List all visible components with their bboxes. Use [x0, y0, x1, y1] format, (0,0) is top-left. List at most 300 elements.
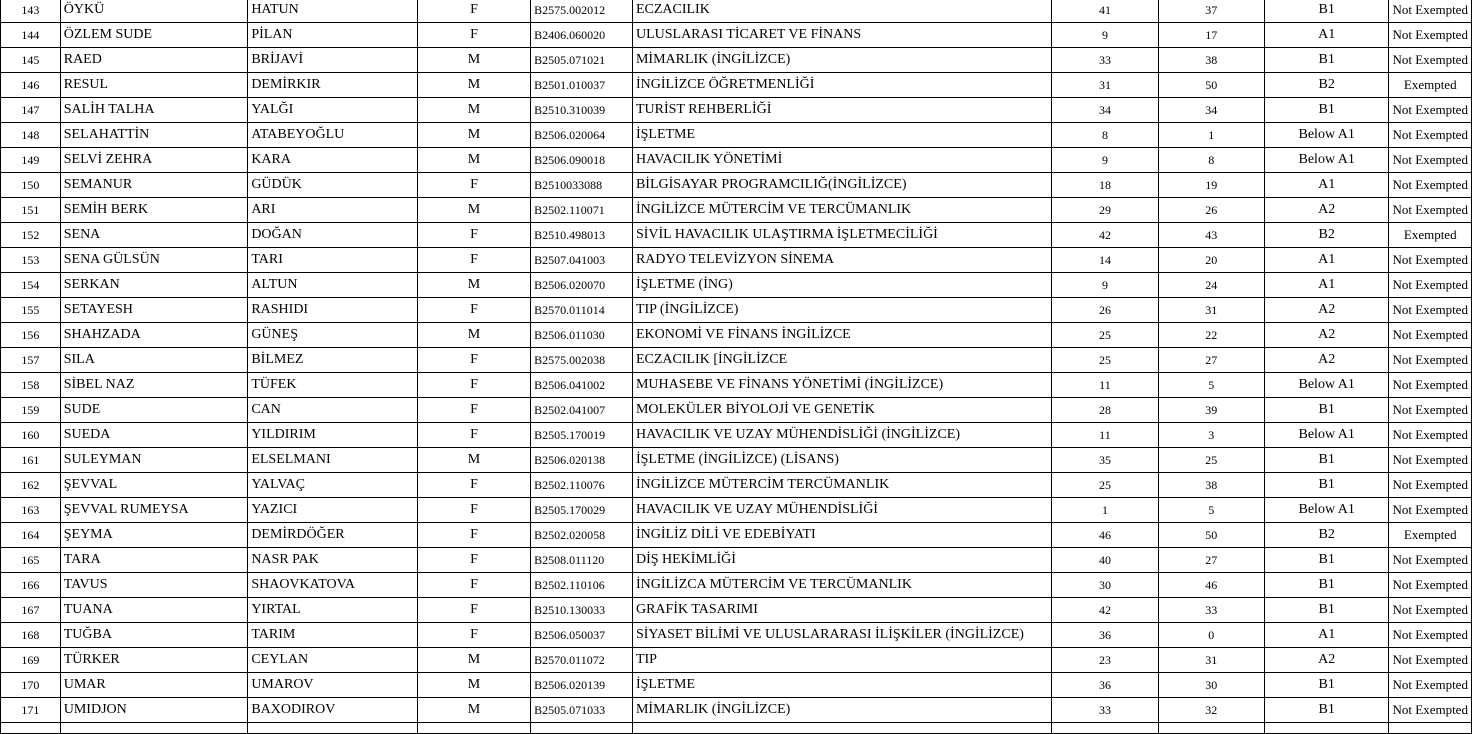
cell-row-number: 148	[1, 123, 61, 148]
cell-row-number: 154	[1, 273, 61, 298]
table-row	[1, 148, 1472, 173]
cell-last-name: CAN	[248, 398, 418, 423]
cell-level: A1	[1264, 23, 1389, 48]
cell-student-id: B2506.020139	[531, 673, 633, 698]
cell-last-name: PİLAN	[248, 23, 418, 48]
table-row	[1, 623, 1472, 648]
cell-student-id: B2502.110076	[531, 473, 633, 498]
cell-level: A2	[1264, 648, 1389, 673]
cell-last-name: BAXODIROV	[248, 698, 418, 723]
cell-score-1: 9	[1052, 273, 1158, 298]
cell-row-number: 156	[1, 323, 61, 348]
cell-exemption-status: Not Exempted	[1389, 148, 1472, 173]
cell-gender: F	[417, 523, 530, 548]
cell-gender: F	[417, 623, 530, 648]
cell-score-2: 31	[1158, 298, 1264, 323]
cell-gender: F	[417, 423, 530, 448]
cell-student-id: B2506.050037	[531, 623, 633, 648]
cell-last-name: NASR PAK	[248, 548, 418, 573]
cell-level: B2	[1264, 73, 1389, 98]
cell-score-2: 27	[1158, 548, 1264, 573]
cell-gender: M	[417, 48, 530, 73]
cell-level: A2	[1264, 198, 1389, 223]
cell-row-number: 149	[1, 148, 61, 173]
cell-score-2: 20	[1158, 248, 1264, 273]
cell-program: MİMARLIK (İNGİLİZCE)	[632, 48, 1051, 73]
cell-student-id: B2505.071033	[531, 698, 633, 723]
cell-score-1: 42	[1052, 223, 1158, 248]
cell-level: B1	[1264, 598, 1389, 623]
cell-score-2: 25	[1158, 448, 1264, 473]
cell-gender: F	[417, 373, 530, 398]
cell-score-2: 8	[1158, 148, 1264, 173]
table-row	[1, 373, 1472, 398]
cell-student-id: B2506.020138	[531, 448, 633, 473]
cell-first-name: RAED	[60, 48, 248, 73]
cell-first-name: TAVUS	[60, 573, 248, 598]
cell-score-2: 30	[1158, 673, 1264, 698]
cell-exemption-status: Exempted	[1389, 223, 1472, 248]
cell-exemption-status: Not Exempted	[1389, 398, 1472, 423]
cell-score-1: 25	[1052, 348, 1158, 373]
cell-row-number: 169	[1, 648, 61, 673]
cell-student-id: B2507.041003	[531, 248, 633, 273]
cell-score-2: 5	[1158, 498, 1264, 523]
cell-student-id: B2506.011030	[531, 323, 633, 348]
cell-gender: M	[417, 148, 530, 173]
cell-score-1: 36	[1052, 623, 1158, 648]
cell-program: TIP (İNGİLİZCE)	[632, 298, 1051, 323]
cell-gender: M	[417, 323, 530, 348]
cell-score-2: 3	[1158, 423, 1264, 448]
cell-score-1: 14	[1052, 248, 1158, 273]
cell-program: SİYASET BİLİMİ VE ULUSLARARASI İLİŞKİLER (İNGİLİZCE)	[632, 623, 1051, 648]
cell-score-2: 22	[1158, 323, 1264, 348]
cell-first-name: SETAYESH	[60, 298, 248, 323]
cell-student-id: B2502.110106	[531, 573, 633, 598]
cell-row-number: 150	[1, 173, 61, 198]
cell-program: DİŞ HEKİMLİĞİ	[632, 548, 1051, 573]
cell-last-name: GÜDÜK	[248, 173, 418, 198]
cell-level: B1	[1264, 448, 1389, 473]
cell-exemption-status: Not Exempted	[1389, 548, 1472, 573]
cell-program: SİVİL HAVACILIK ULAŞTIRMA İŞLETMECİLİĞİ	[632, 223, 1051, 248]
cell-row-number: 151	[1, 198, 61, 223]
cell-last-name: ARI	[248, 198, 418, 223]
cell-exemption-status: Not Exempted	[1389, 623, 1472, 648]
cell-gender: F	[417, 348, 530, 373]
cell-last-name: ATABEYOĞLU	[248, 123, 418, 148]
cell-student-id: B2575.002038	[531, 348, 633, 373]
cell-exemption-status: Not Exempted	[1389, 448, 1472, 473]
cell-level: A1	[1264, 173, 1389, 198]
table-row	[1, 73, 1472, 98]
cell-level: A1	[1264, 273, 1389, 298]
cell-row-number: 155	[1, 298, 61, 323]
cell-score-2: 33	[1158, 598, 1264, 623]
cell-level: A2	[1264, 298, 1389, 323]
cell-last-name: YALĞI	[248, 98, 418, 123]
cell-first-name: SEMANUR	[60, 173, 248, 198]
cell-program: TURİST REHBERLİĞİ	[632, 98, 1051, 123]
cell-student-id: B2406.060020	[531, 23, 633, 48]
cell-exemption-status: Not Exempted	[1389, 423, 1472, 448]
cell-score-1: 30	[1052, 573, 1158, 598]
cell-last-name: RASHIDI	[248, 298, 418, 323]
table-row	[1, 548, 1472, 573]
cell-exemption-status: Not Exempted	[1389, 573, 1472, 598]
cell-student-id: B2510.498013	[531, 223, 633, 248]
cell-level: B1	[1264, 0, 1389, 23]
table-row	[1, 298, 1472, 323]
cell-row-number: 164	[1, 523, 61, 548]
cell-first-name: SELVİ ZEHRA	[60, 148, 248, 173]
cell-program: HAVACILIK VE UZAY MÜHENDİSLİĞİ (İNGİLİZCE)	[632, 423, 1051, 448]
cell-level: B1	[1264, 573, 1389, 598]
cell-score-2: 34	[1158, 98, 1264, 123]
cell-student-id: B2506.090018	[531, 148, 633, 173]
cell-gender: M	[417, 648, 530, 673]
cell-last-name: TÜFEK	[248, 373, 418, 398]
cell-gender: F	[417, 548, 530, 573]
cell-exemption-status: Not Exempted	[1389, 248, 1472, 273]
cell-score-2: 24	[1158, 273, 1264, 298]
cell-student-id: B2510.310039	[531, 98, 633, 123]
cell-gender: F	[417, 498, 530, 523]
cell-gender: F	[417, 598, 530, 623]
cell-row-number: 158	[1, 373, 61, 398]
cell-score-2: 38	[1158, 48, 1264, 73]
cell-exemption-status: Not Exempted	[1389, 273, 1472, 298]
table-row	[1, 173, 1472, 198]
cell-score-2: 38	[1158, 473, 1264, 498]
table-row	[1, 648, 1472, 673]
cell-student-id: B2510.130033	[531, 598, 633, 623]
cell-first-name: SİBEL NAZ	[60, 373, 248, 398]
cell-score-1: 46	[1052, 523, 1158, 548]
cell-student-id: B2575.002012	[531, 0, 633, 23]
cell-score-2: 39	[1158, 398, 1264, 423]
cell-first-name: SEMİH BERK	[60, 198, 248, 223]
cell-student-id: B2502.041007	[531, 398, 633, 423]
cell-program: HAVACILIK VE UZAY MÜHENDİSLİĞİ	[632, 498, 1051, 523]
cell-last-name: YILDIRIM	[248, 423, 418, 448]
cell-gender: F	[417, 223, 530, 248]
cell-exemption-status: Not Exempted	[1389, 123, 1472, 148]
cell-exemption-status: Not Exempted	[1389, 323, 1472, 348]
cell-first-name: SULEYMAN	[60, 448, 248, 473]
cell-score-2: 43	[1158, 223, 1264, 248]
cell-row-number: 159	[1, 398, 61, 423]
cell-program: MOLEKÜLER BİYOLOJİ VE GENETİK	[632, 398, 1051, 423]
cell-score-2: 37	[1158, 0, 1264, 23]
cell-row-number: 147	[1, 98, 61, 123]
table-row	[1, 398, 1472, 423]
cell-first-name: SENA	[60, 223, 248, 248]
cell-score-2: 26	[1158, 198, 1264, 223]
cell-level: Below A1	[1264, 123, 1389, 148]
cell-level: B1	[1264, 98, 1389, 123]
cell-program: İŞLETME	[632, 123, 1051, 148]
cell-level: B1	[1264, 673, 1389, 698]
cell-row-number: 165	[1, 548, 61, 573]
cell-level: B2	[1264, 223, 1389, 248]
cell-gender: M	[417, 273, 530, 298]
cell-program: BİLGİSAYAR PROGRAMCILIĞ(İNGİLİZCE)	[632, 173, 1051, 198]
cell-score-2: 31	[1158, 648, 1264, 673]
cell-row-number: 163	[1, 498, 61, 523]
cell-program: İNGİLİZCA MÜTERCİM VE TERCÜMANLIK	[632, 573, 1051, 598]
cell-last-name: YIRTAL	[248, 598, 418, 623]
cell-score-1: 8	[1052, 123, 1158, 148]
cell-score-1: 40	[1052, 548, 1158, 573]
cell-gender: F	[417, 0, 530, 23]
cell-student-id: B2506.020070	[531, 273, 633, 298]
cell-last-name: CEYLAN	[248, 648, 418, 673]
cell-score-1: 41	[1052, 0, 1158, 23]
cell-row-number: 167	[1, 598, 61, 623]
cell-score-1: 11	[1052, 423, 1158, 448]
table-row	[1, 698, 1472, 723]
cell-level: B1	[1264, 473, 1389, 498]
cell-first-name: ÖYKÜ	[60, 0, 248, 23]
cell-last-name: DEMİRKIR	[248, 73, 418, 98]
cell-level: B1	[1264, 398, 1389, 423]
table-row	[1, 23, 1472, 48]
cell-student-id: B2505.170029	[531, 498, 633, 523]
cell-score-1: 9	[1052, 23, 1158, 48]
cell-last-name: KARA	[248, 148, 418, 173]
cell-last-name: BRİJAVİ	[248, 48, 418, 73]
cell-level: A2	[1264, 323, 1389, 348]
cell-score-1: 23	[1052, 648, 1158, 673]
cell-program: İŞLETME (İNG)	[632, 273, 1051, 298]
cell-gender: M	[417, 698, 530, 723]
cell-row-number: 152	[1, 223, 61, 248]
cell-program: EKONOMİ VE FİNANS İNGİLİZCE	[632, 323, 1051, 348]
cell-first-name: TÜRKER	[60, 648, 248, 673]
cell-program: RADYO TELEVİZYON SİNEMA	[632, 248, 1051, 273]
cell-last-name: ELSELMANI	[248, 448, 418, 473]
cell-last-name: ALTUN	[248, 273, 418, 298]
cell-score-2: 5	[1158, 373, 1264, 398]
cell-score-1: 26	[1052, 298, 1158, 323]
cell-student-id: B2508.011120	[531, 548, 633, 573]
table-row	[1, 498, 1472, 523]
cell-student-id: B2506.041002	[531, 373, 633, 398]
cell-gender: M	[417, 673, 530, 698]
cell-row-number: 168	[1, 623, 61, 648]
cell-row-number: 160	[1, 423, 61, 448]
table-row	[1, 123, 1472, 148]
cell-last-name: HATUN	[248, 0, 418, 23]
cell-level: B1	[1264, 48, 1389, 73]
cell-exemption-status: Not Exempted	[1389, 648, 1472, 673]
cell-score-1: 29	[1052, 198, 1158, 223]
cell-last-name: DOĞAN	[248, 223, 418, 248]
cell-program: MUHASEBE VE FİNANS YÖNETİMİ (İNGİLİZCE)	[632, 373, 1051, 398]
cell-first-name: UMAR	[60, 673, 248, 698]
cell-row-number: 162	[1, 473, 61, 498]
cell-student-id: B2505.170019	[531, 423, 633, 448]
cell-exemption-status: Exempted	[1389, 523, 1472, 548]
cell-student-id: B2570.011014	[531, 298, 633, 323]
cell-last-name: SHAOVKATOVA	[248, 573, 418, 598]
cell-score-2: 46	[1158, 573, 1264, 598]
cell-student-id: B2505.071021	[531, 48, 633, 73]
cell-gender: M	[417, 73, 530, 98]
cell-exemption-status: Not Exempted	[1389, 348, 1472, 373]
cell-exemption-status: Not Exempted	[1389, 298, 1472, 323]
table-row	[1, 323, 1472, 348]
cell-first-name: TUANA	[60, 598, 248, 623]
cell-last-name: TARI	[248, 248, 418, 273]
cell-score-1: 35	[1052, 448, 1158, 473]
cell-student-id: B2570.011072	[531, 648, 633, 673]
cell-exemption-status: Not Exempted	[1389, 498, 1472, 523]
cell-program: İNGİLİZCE MÜTERCİM VE TERCÜMANLIK	[632, 198, 1051, 223]
cell-last-name: YALVAÇ	[248, 473, 418, 498]
cell-level: Below A1	[1264, 148, 1389, 173]
cell-exemption-status: Not Exempted	[1389, 698, 1472, 723]
cell-gender: F	[417, 173, 530, 198]
cell-score-2: 50	[1158, 73, 1264, 98]
cell-first-name: SUEDA	[60, 423, 248, 448]
cell-program: İŞLETME (İNGİLİZCE) (LİSANS)	[632, 448, 1051, 473]
cell-program: İNGİLİZ DİLİ VE EDEBİYATI	[632, 523, 1051, 548]
cell-gender: F	[417, 573, 530, 598]
cell-exemption-status: Exempted	[1389, 73, 1472, 98]
cell-row-number: 171	[1, 698, 61, 723]
cell-program: İŞLETME	[632, 673, 1051, 698]
cell-score-1: 11	[1052, 373, 1158, 398]
cell-first-name: ÖZLEM SUDE	[60, 23, 248, 48]
cell-first-name: SALİH TALHA	[60, 98, 248, 123]
cell-first-name: SUDE	[60, 398, 248, 423]
cell-score-1: 31	[1052, 73, 1158, 98]
cell-exemption-status: Not Exempted	[1389, 173, 1472, 198]
cell-gender: M	[417, 448, 530, 473]
cell-level: B1	[1264, 698, 1389, 723]
cell-program: İNGİLİZCE ÖĞRETMENLİĞİ	[632, 73, 1051, 98]
table-row	[1, 248, 1472, 273]
table-row	[1, 0, 1472, 23]
cell-score-1: 9	[1052, 148, 1158, 173]
cell-exemption-status: Not Exempted	[1389, 23, 1472, 48]
cell-first-name: ŞEYMA	[60, 523, 248, 548]
results-table-body	[1, 0, 1472, 734]
table-row	[1, 523, 1472, 548]
cell-last-name: YAZICI	[248, 498, 418, 523]
cell-level: A1	[1264, 623, 1389, 648]
cell-first-name: SHAHZADA	[60, 323, 248, 348]
cell-program: HAVACILIK YÖNETİMİ	[632, 148, 1051, 173]
cell-first-name: TUĞBA	[60, 623, 248, 648]
cell-gender: F	[417, 398, 530, 423]
cell-row-number: 153	[1, 248, 61, 273]
table-row	[1, 473, 1472, 498]
cell-student-id: B2510033088	[531, 173, 633, 198]
table-row	[1, 673, 1472, 698]
cell-score-1: 33	[1052, 698, 1158, 723]
cell-row-number: 146	[1, 73, 61, 98]
cell-score-1: 28	[1052, 398, 1158, 423]
cell-first-name: SELAHATTİN	[60, 123, 248, 148]
cell-exemption-status: Not Exempted	[1389, 48, 1472, 73]
table-row	[1, 348, 1472, 373]
cell-student-id: B2502.110071	[531, 198, 633, 223]
cell-score-1: 33	[1052, 48, 1158, 73]
cell-exemption-status: Not Exempted	[1389, 198, 1472, 223]
cell-program: GRAFİK TASARIMI	[632, 598, 1051, 623]
cell-exemption-status: Not Exempted	[1389, 673, 1472, 698]
cell-score-1: 36	[1052, 673, 1158, 698]
cell-first-name: SERKAN	[60, 273, 248, 298]
cell-program: ECZACILIK [İNGİLİZCE	[632, 348, 1051, 373]
cell-row-number: 144	[1, 23, 61, 48]
cell-row-number: 145	[1, 48, 61, 73]
cell-last-name: BİLMEZ	[248, 348, 418, 373]
cell-score-1: 25	[1052, 323, 1158, 348]
cell-score-2: 50	[1158, 523, 1264, 548]
cell-score-1: 25	[1052, 473, 1158, 498]
table-row	[1, 98, 1472, 123]
cell-last-name: TARIM	[248, 623, 418, 648]
cell-first-name: SENA GÜLSÜN	[60, 248, 248, 273]
cell-row-number: 166	[1, 573, 61, 598]
cell-exemption-status: Not Exempted	[1389, 0, 1472, 23]
cell-gender: F	[417, 473, 530, 498]
cell-first-name: UMIDJON	[60, 698, 248, 723]
cell-program: TIP	[632, 648, 1051, 673]
cell-exemption-status: Not Exempted	[1389, 598, 1472, 623]
cell-first-name: ŞEVVAL	[60, 473, 248, 498]
cell-gender: F	[417, 298, 530, 323]
table-row	[1, 573, 1472, 598]
cell-gender: M	[417, 123, 530, 148]
cell-level: A1	[1264, 248, 1389, 273]
cell-level: Below A1	[1264, 423, 1389, 448]
cell-exemption-status: Not Exempted	[1389, 98, 1472, 123]
table-row	[1, 598, 1472, 623]
cell-score-2: 32	[1158, 698, 1264, 723]
cell-program: İNGİLİZCE MÜTERCİM TERCÜMANLIK	[632, 473, 1051, 498]
cell-last-name: UMAROV	[248, 673, 418, 698]
table-row	[1, 48, 1472, 73]
cell-level: B1	[1264, 548, 1389, 573]
cell-score-2: 27	[1158, 348, 1264, 373]
cell-level: Below A1	[1264, 498, 1389, 523]
cell-student-id: B2506.020064	[531, 123, 633, 148]
cell-level: A2	[1264, 348, 1389, 373]
cell-score-1: 18	[1052, 173, 1158, 198]
cell-score-1: 1	[1052, 498, 1158, 523]
table-row	[1, 423, 1472, 448]
cell-first-name: SILA	[60, 348, 248, 373]
cell-gender: F	[417, 248, 530, 273]
cell-row-number: 170	[1, 673, 61, 698]
cell-last-name: GÜNEŞ	[248, 323, 418, 348]
cell-score-1: 34	[1052, 98, 1158, 123]
cell-gender: M	[417, 198, 530, 223]
cell-exemption-status: Not Exempted	[1389, 373, 1472, 398]
cell-program: ECZACILIK	[632, 0, 1051, 23]
cell-student-id: B2501.010037	[531, 73, 633, 98]
cell-score-2: 1	[1158, 123, 1264, 148]
cell-level: B2	[1264, 523, 1389, 548]
cell-student-id: B2502.020058	[531, 523, 633, 548]
cell-level: Below A1	[1264, 373, 1389, 398]
